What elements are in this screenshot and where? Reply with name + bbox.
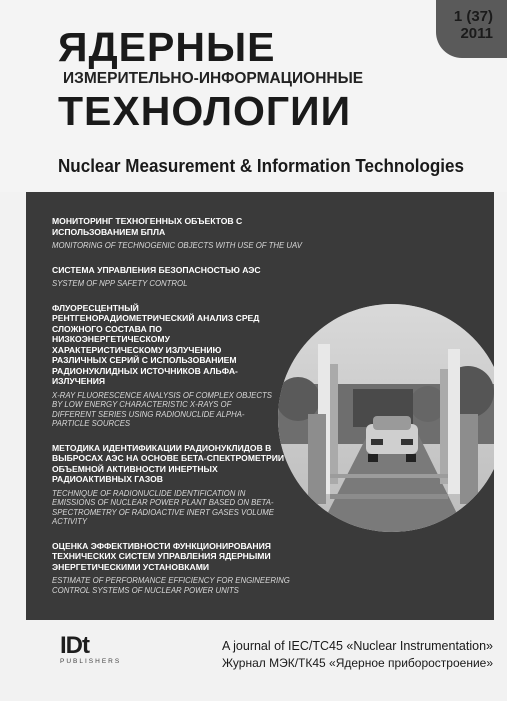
journal-affiliation-ru: Журнал МЭК/ТК45 «Ядерное приборостроение»	[221, 656, 493, 670]
article-item	[52, 541, 312, 596]
publisher-logo-sub: PUBLISHERS	[60, 658, 122, 665]
article-title-en: MONITORING OF TECHNOGENIC OBJECTS WITH USE OF THE UAV	[52, 241, 302, 250]
title-english	[58, 154, 478, 176]
article-item	[52, 265, 327, 289]
article-item	[52, 303, 277, 429]
article-title-ru: СИСТЕМА УПРАВЛЕНИЯ БЕЗОПАСНОСТЬЮ АЭС	[52, 264, 261, 275]
title-line3: ТЕХНОЛОГИИ	[58, 88, 352, 134]
article-title-en: ESTIMATE OF PERFORMANCE EFFICIENCY FOR ENGINEERING CONTROL SYSTEMS OF NUCLEAR POWER UNITS	[52, 576, 290, 595]
article-title-ru: МЕТОДИКА ИДЕНТИФИКАЦИИ РАДИОНУКЛИДОВ В ВЫБРОСАХ АЭС НА ОСНОВЕ БЕТА-СПЕКТРОМЕТРИИ ОБЪЕМНОЙ АКТИВНОСТИ ИНЕРТНЫХ РАДИОАКТИВНЫХ ГАЗОВ	[52, 442, 285, 484]
publisher-logo-mark: IDt	[60, 632, 89, 659]
issue-year: 2011	[460, 25, 493, 42]
article-title-en: TECHNIQUE OF RADIONUCLIDE IDENTIFICATION IN EMISSIONS OF NUCLEAR POWER PLANT BASED ON BETA-SPECTROMETRY OF RADIOACTIVE INERT GASES VOLUME ACTIVITY	[52, 488, 274, 526]
title-english-text: Nuclear Measurement & Information Technologies	[58, 156, 464, 176]
issue-badge	[436, 0, 507, 58]
article-item	[52, 443, 287, 527]
article-title-ru: МОНИТОРИНГ ТЕХНОГЕННЫХ ОБЪЕКТОВ С ИСПОЛЬЗОВАНИЕМ БПЛА	[52, 216, 243, 237]
contents-panel	[26, 192, 494, 620]
article-title-ru: ФЛУОРЕСЦЕНТНЫЙ РЕНТГЕНОРАДИОМЕТРИЧЕСКИЙ АНАЛИЗ СРЕД СЛОЖНОГО СОСТАВА ПО НИЗКОЭНЕРГЕТИЧЕСКОМУ ХАРАКТЕРИСТИЧЕСКОМУ ИЗЛУЧЕНИЮ РАЗЛИЧНЫХ СЕРИЙ С ИСПОЛЬЗОВАНИЕМ РАДИОНУКЛИДНЫХ ИСТОЧНИКОВ АЛЬФА-ИЗЛУЧЕНИЯ	[52, 302, 260, 386]
journal-affiliation-en: A journal of IEC/TC45 «Nuclear Instrumentation»	[222, 639, 493, 653]
issue-number: 1 (37)	[453, 8, 493, 25]
article-list	[52, 216, 327, 609]
publisher-logo	[60, 632, 121, 665]
article-title-ru: ОЦЕНКА ЭФФЕКТИВНОСТИ ФУНКЦИОНИРОВАНИЯ ТЕХНИЧЕСКИХ СИСТЕМ УПРАВЛЕНИЯ ЯДЕРНЫМИ ЭНЕРГЕТИЧЕСКИМИ УСТАНОВКАМИ	[52, 540, 271, 572]
cover-footer	[0, 620, 507, 701]
title-line2: ИЗМЕРИТЕЛЬНО-ИНФОРМАЦИОННЫЕ	[63, 70, 364, 87]
article-item	[52, 216, 327, 251]
article-title-en: SYSTEM OF NPP SAFETY CONTROL	[52, 279, 188, 288]
cover-header	[0, 0, 507, 192]
title-line1: ЯДЕРНЫЕ	[58, 24, 276, 70]
article-title-en: X-RAY FLUORESCENCE ANALYSIS OF COMPLEX OBJECTS BY LOW ENERGY CHARACTERISTIC X-RAYS OF DIFFERENT SERIES USING RADIONUCLIDE ALPHA-PARTICLE SOURCES	[52, 390, 272, 428]
